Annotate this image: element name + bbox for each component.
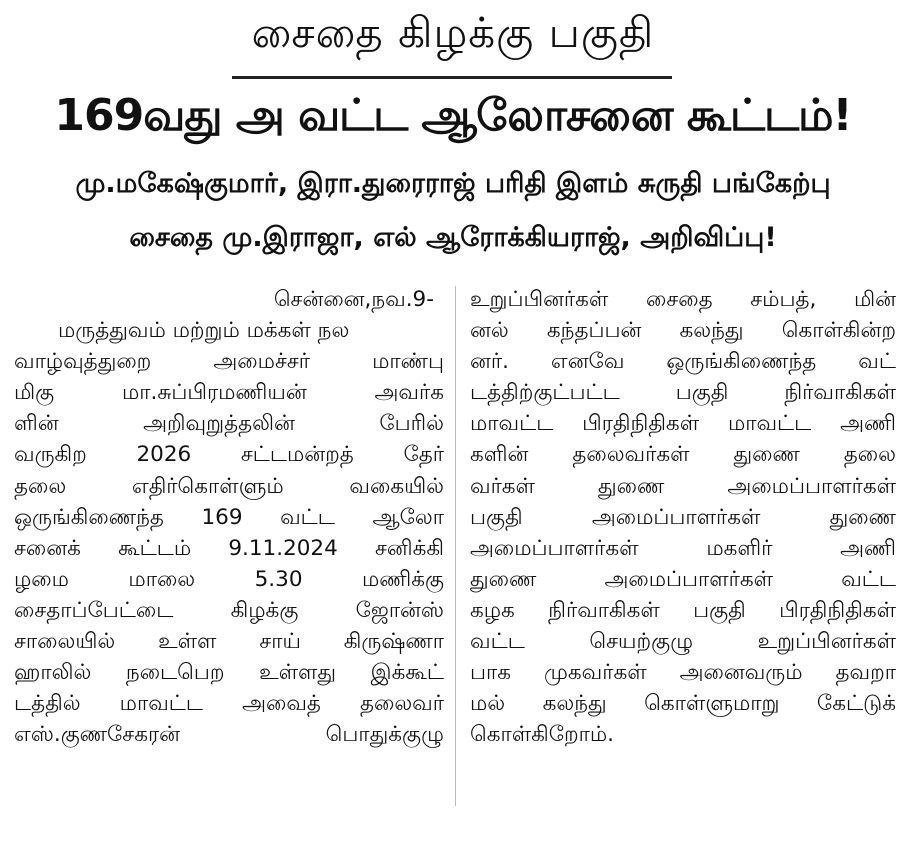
body-line: பாக முகவர்கள் அனைவரும் தவறா bbox=[470, 660, 896, 686]
body-line: னல் கந்தப்பன் கலந்து கொள்கின்ற bbox=[470, 318, 896, 344]
left-column bbox=[14, 284, 444, 750]
body-line: ளின் அறிவுறுத்தலின் பேரில் bbox=[14, 411, 444, 437]
body-line: தலை எதிர்கொள்ளும் வகையில் bbox=[14, 473, 444, 499]
body-line: மாவட்ட பிரதிநிதிகள் மாவட்ட அணி bbox=[470, 411, 896, 437]
body-line: உறுப்பினர்கள் சைதை சம்பத், மின் bbox=[470, 287, 896, 312]
body-line: அமைப்பாளர்கள் மகளிர் அணி bbox=[470, 535, 896, 561]
body-line: சனைக் கூட்டம் 9.11.2024 சனிக்கி bbox=[14, 535, 444, 561]
body-line: மிகு மா.சுப்பிரமணியன் அவர்க bbox=[14, 380, 444, 406]
body-line: துணை அமைப்பாளர்கள் வட்ட bbox=[470, 566, 896, 592]
body-line: கொள்கிறோம். bbox=[470, 722, 615, 748]
subheadline-1: மு.மகேஷ்குமார், இரா.துரைராஜ் பரிதி இளம் சுருதி பங்கேற்பு bbox=[75, 168, 831, 199]
body-line: மல் கலந்து கொள்ளுமாறு கேட்டுக் bbox=[470, 691, 896, 717]
body-line: களின் தலைவர்கள் துணை தலை bbox=[470, 442, 896, 468]
kicker-underline bbox=[232, 76, 672, 79]
body-line: ஒருங்கிணைந்த 169 வட்ட ஆலோ bbox=[14, 504, 444, 530]
subheadline-2: சைதை மு.இராஜா, எல் ஆரோக்கியராஜ், அறிவிப்பு! bbox=[129, 222, 777, 253]
body-line: வர்கள் துணை அமைப்பாளர்கள் bbox=[470, 473, 896, 499]
right-column bbox=[470, 284, 896, 750]
dateline: சென்னை,நவ.9- bbox=[273, 287, 434, 312]
body-line: சைதாப்பேட்டை கிழக்கு ஜோன்ஸ் bbox=[14, 597, 444, 623]
body-line: வட்ட செயற்குழு உறுப்பினர்கள் bbox=[470, 629, 896, 655]
body-line: கழக நிர்வாகிகள் பகுதி பிரதிநிதிகள் bbox=[470, 597, 896, 623]
body-line: மருத்துவம் மற்றும் மக்கள் நல bbox=[58, 318, 350, 344]
headline: 169வது அ வட்ட ஆலோசனை கூட்டம்! bbox=[54, 90, 852, 141]
kicker-title: சைதை கிழக்கு பகுதி bbox=[251, 8, 655, 57]
body-line: ழமை மாலை 5.30 மணிக்கு bbox=[14, 566, 444, 592]
body-line: எஸ்.குணசேகரன் பொதுக்குழு bbox=[14, 722, 444, 748]
body-line: சாலையில் உள்ள சாய் கிருஷ்ணா bbox=[14, 629, 444, 655]
body-line: ஹாலில் நடைபெற உள்ளது இக்கூட் bbox=[14, 660, 444, 686]
body-line: டத்தில் மாவட்ட அவைத் தலைவர் bbox=[14, 691, 444, 717]
column-divider bbox=[455, 286, 456, 806]
body-line: வருகிற 2026 சட்டமன்றத் தேர் bbox=[14, 442, 444, 468]
body-line: பகுதி அமைப்பாளர்கள் துணை bbox=[470, 504, 896, 530]
body-line: வாழ்வுத்துறை அமைச்சர் மாண்பு bbox=[14, 349, 444, 375]
body-line: டத்திற்குட்பட்ட பகுதி நிர்வாகிகள் bbox=[470, 380, 896, 406]
body-line: னர். எனவே ஒருங்கிணைந்த வட் bbox=[470, 349, 896, 375]
